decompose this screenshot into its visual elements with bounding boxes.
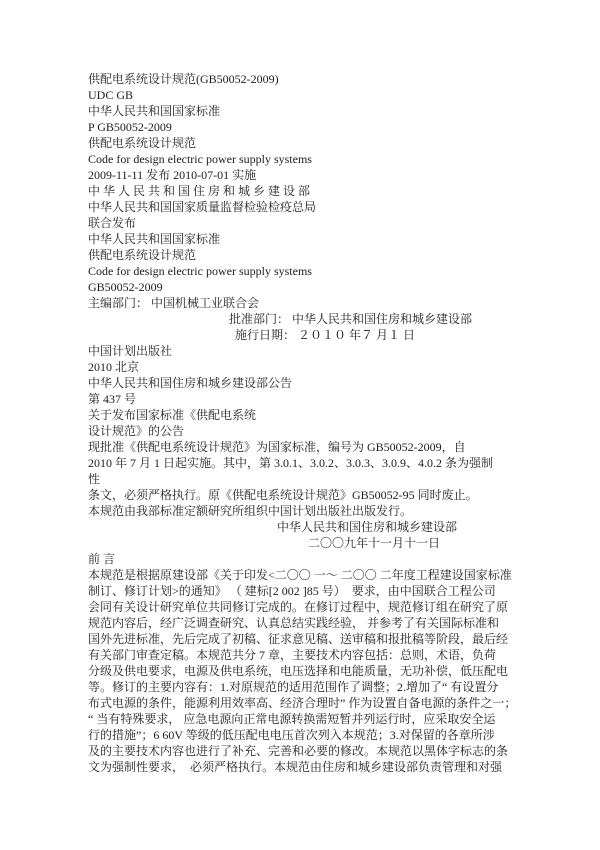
text-line: 前 言 <box>88 552 116 566</box>
text-line: UDC GB <box>88 88 134 102</box>
text-line: 制订、修订计划>的通知》 （ 建标[2 002 ]85 号） 要求，由中国联合工程公司 <box>88 584 496 598</box>
text-line: 国外先进标准，先后完成了初稿、征求意见稿、送审稿和报批稿等阶段，最后经 <box>88 632 509 646</box>
text-line: 第 437 号 <box>88 392 137 406</box>
text-line: 中华人民共和国国家质量监督检验检疫总局 <box>88 200 317 214</box>
text-line: 及的主要技术内容也进行了补充、完善和必要的修改。本规范以黑体字标志的条 <box>88 744 509 758</box>
text-line: P GB50052-2009 <box>88 120 172 134</box>
text-line: 2010 年 7 月 1 日起实施。其中，第 3.0.1、3.0.2、3.0.3、3.0.9、4.0.2 条为强制 <box>88 456 494 470</box>
text-line: Code for design electric power supply systems <box>88 152 312 166</box>
text-line: 有关部门审查定稿。本规范共分 7 章，主要技术内容包括：总则，术语，负荷 <box>88 648 497 662</box>
text-line: 中华人民共和国住房和城乡建设部 <box>277 520 458 534</box>
text-line: Code for design electric power supply systems <box>88 264 312 278</box>
text-line: 中华人民共和国国家标准 <box>88 232 221 246</box>
text-line: 现批准《供配电系统设计规范》为国家标准，编号为 GB50052-2009，自 <box>88 440 466 454</box>
text-line: 中 华 人 民 共 和 国 住 房 和 城 乡 建 设 部 <box>88 184 311 198</box>
document-text-block <box>88 71 558 775</box>
text-line: 主编部门： 中国机械工业联合会 <box>88 296 260 310</box>
text-line: 设计规范》的公告 <box>88 424 185 438</box>
text-line: 本规范由我部标准定额研究所组织中国计划出版社出版发行。 <box>88 504 413 518</box>
text-line: 供配电系统设计规范 <box>88 136 197 150</box>
text-line: “ 当有特殊要求， 应急电源向正常电源转换需短暂并列运行时，应采取安全运 <box>88 712 496 726</box>
text-line: 布式电源的条件，能源利用效率高、经济合理时” 作为设置自备电源的条件之一； <box>88 696 517 710</box>
text-line: 条文，必须严格执行。原《供配电系统设计规范》GB50052-95 同时废止。 <box>88 488 478 502</box>
text-line: 中华人民共和国国家标准 <box>88 104 221 118</box>
text-line: 2009-11-11 发布 2010-07-01 实施 <box>88 168 257 182</box>
text-line: 中华人民共和国住房和城乡建设部公告 <box>88 376 293 390</box>
text-line: 本规范是根据原建设部《关于印发<二〇〇 一～ 二〇〇 二年度工程建设国家标准 <box>88 568 512 582</box>
text-line: 中国计划出版社 <box>88 344 173 358</box>
text-line: 分级及供电要求，电源及供电系统，电压选择和电能质量，无功补偿，低压配电 <box>88 664 509 678</box>
text-line: 2010 北京 <box>88 360 140 374</box>
text-line: 联合发布 <box>88 216 137 230</box>
text-line: 批准部门： 中华人民共和国住房和城乡建设部 <box>229 312 473 326</box>
text-line: 施行日期： ２０１０ 年７ 月１ 日 <box>235 328 416 342</box>
text-line: 会同有关设计研究单位共同修订完成的。在修订过程中，规范修订组在研究了原 <box>88 600 509 614</box>
text-line: 二〇〇九年十一月十一日 <box>308 536 441 550</box>
text-line: 规范内容后，经广泛调查研究、认真总结实践经验， 并参考了有关国际标准和 <box>88 616 500 630</box>
text-line: 文为强制性要求， 必须严格执行。本规范由住房和城乡建设部负责管理和对强 <box>88 760 503 774</box>
text-line: 供配电系统设计规范(GB50052-2009) <box>88 72 279 86</box>
text-line: 关于发布国家标准《供配电系统 <box>88 408 257 422</box>
text-line: 供配电系统设计规范 <box>88 248 197 262</box>
text-line: 等。修订的主要内容有：1.对原规范的适用范围作了调整；2.增加了“ 有设置分 <box>88 680 499 694</box>
text-line: GB50052-2009 <box>88 280 163 294</box>
text-line: 性 <box>88 472 101 486</box>
text-line: 行的措施”；6 60V 等级的低压配电电压首次列入本规范；3.对保留的各章所涉 <box>88 728 495 742</box>
